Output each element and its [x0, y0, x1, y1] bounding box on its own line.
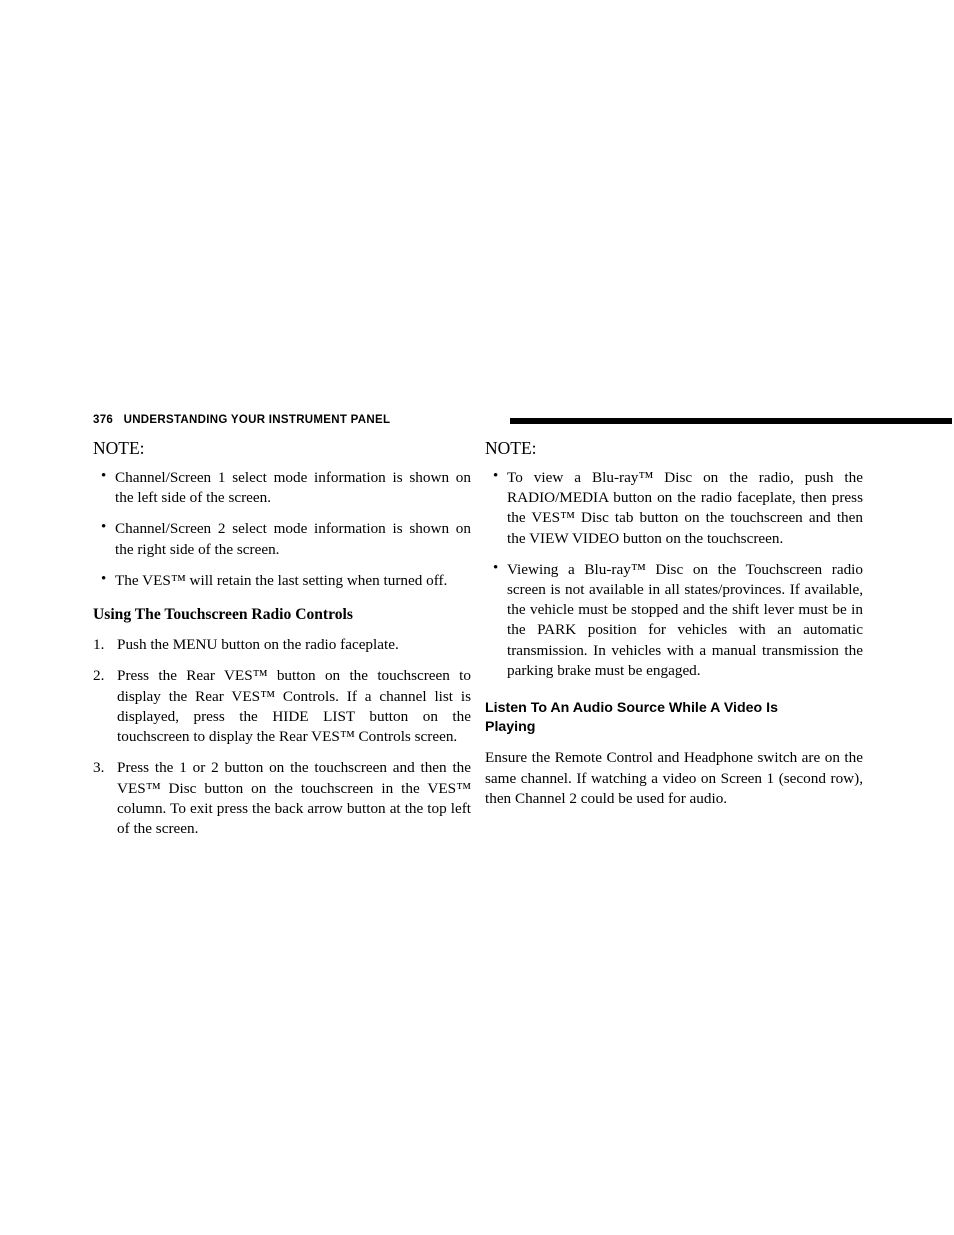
list-item: Push the MENU button on the radio faceplate. — [117, 636, 399, 654]
list-item: • Channel/Screen 1 select mode information is shown on the left side of the screen. — [93, 468, 471, 508]
header-rule — [510, 418, 952, 424]
right-note-label: NOTE: — [485, 438, 537, 458]
page-number: 376 — [93, 414, 114, 426]
list-item: • To view a Blu-ray™ Disc on the radio, push the RADIO/MEDIA button on the radio faceplate, then press the VES™ Disc tab button on the touchscreen and then the VIEW VIDEO button on the touchscreen. — [485, 468, 863, 549]
list-item: • Channel/Screen 2 select mode information is shown on the right side of the screen. — [93, 519, 471, 559]
list-item: Press the 1 or 2 button on the touchscreen and then the VES™ Disc button on the touchscreen in the VES™ column. To exit press the back arrow button at the top left of the screen. — [117, 759, 471, 837]
header-title-line — [93, 414, 390, 426]
left-note-label: NOTE: — [93, 438, 145, 458]
list-item: • Viewing a Blu-ray™ Disc on the Touchscreen radio screen is not available in all states/provinces. If available, the vehicle must be stopped and the shift lever must be in the PARK position for vehicles with an automatic transmission. In vehicles with a manual transmission the parking brake must be engaged. — [485, 560, 863, 681]
right-body-paragraph: Ensure the Remote Control and Headphone switch are on the same channel. If watching a video on Screen 1 (second row), then Channel 2 could be used for audio. — [485, 749, 863, 807]
left-column — [93, 438, 471, 850]
list-item: Press the Rear VES™ button on the touchscreen to display the Rear VES™ Controls. If a channel list is displayed, press the HIDE LIST button on the touchscreen to display the Rear VES™ Controls screen. — [117, 667, 471, 746]
left-note-list — [93, 468, 471, 591]
page-header — [93, 412, 859, 432]
right-section-heading: Listen To An Audio Source While A Video Is Playing — [485, 700, 778, 736]
list-item: • The VES™ will retain the last setting when turned off. — [93, 571, 471, 591]
header-title: UNDERSTANDING YOUR INSTRUMENT PANEL — [123, 414, 391, 426]
right-note-list — [485, 468, 863, 681]
touchscreen-steps-list — [93, 635, 471, 839]
right-column — [485, 438, 863, 819]
left-section-heading: Using The Touchscreen Radio Controls — [93, 605, 353, 623]
